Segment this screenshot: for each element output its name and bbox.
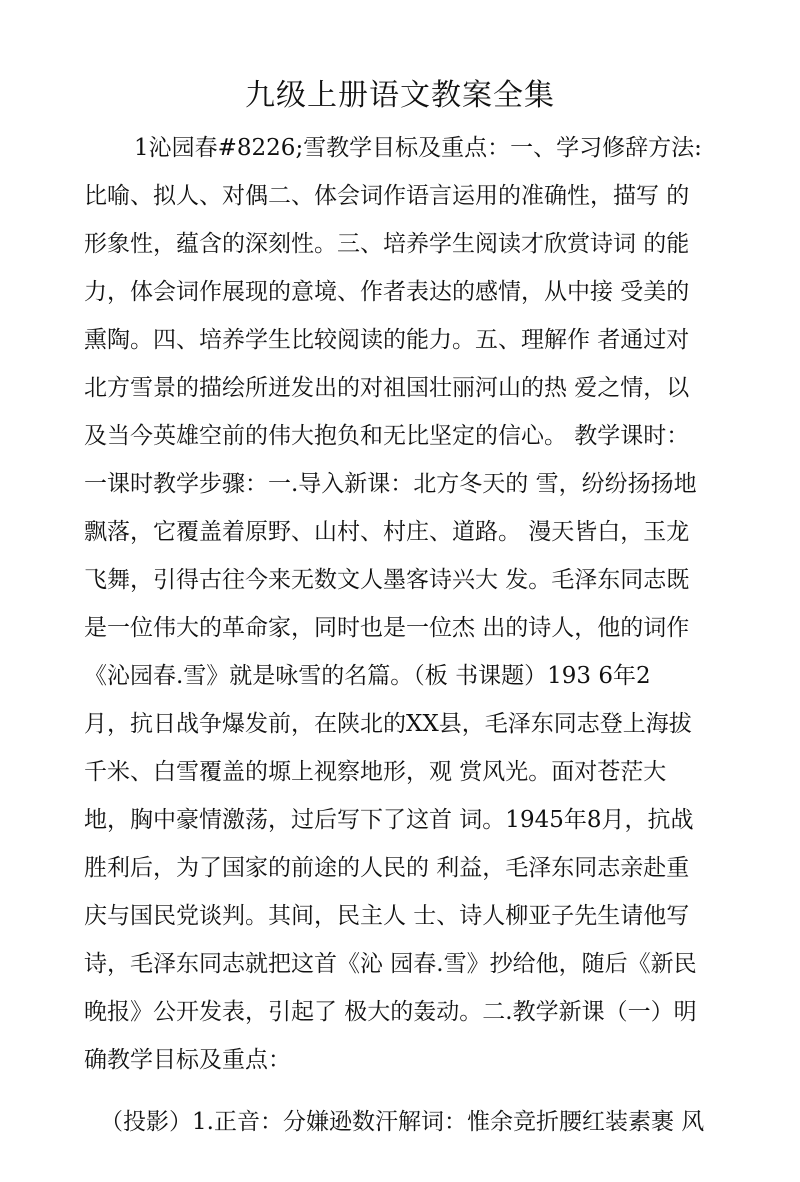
paragraph-line: 晚报》公开发表，引起了 极大的轰动。二.教学新课（一）明 — [84, 999, 697, 1025]
paragraph-line: 月，抗日战争爆发前，在陕北的XX县，毛泽东同志登上海拔 — [84, 711, 692, 737]
paragraph-line: 是一位伟大的革命家，同时也是一位杰 出的诗人，他的词作 — [84, 615, 690, 641]
paragraph-line: 《沁园春.雪》就是咏雪的名篇。（板 书课题）193 6年2 — [84, 663, 651, 689]
paragraph-line: 力，体会词作展现的意境、作者表达的感情，从中接 受美的 — [84, 279, 690, 305]
paragraph-line: 熏陶。四、培养学生比较阅读的能力。五、理解作 者通过对 — [84, 327, 690, 353]
paragraph-line: 飞舞，引得古往今来无数文人墨客诗兴大 发。毛泽东同志既 — [84, 567, 690, 593]
document-body — [84, 130, 724, 1152]
paragraph-line: 北方雪景的描绘所迸发出的对祖国壮丽河山的热 爱之情，以 — [84, 375, 690, 401]
paragraph-line: 1沁园春#8226;雪教学目标及重点：一、学习修辞方法: — [134, 135, 702, 161]
paragraph-line: 一课时教学步骤：一.导入新课：北方冬天的 雪，纷纷扬扬地 — [84, 471, 697, 497]
document-title: 九级上册语文教案全集 — [245, 78, 555, 113]
paragraph-line: 诗，毛泽东同志就把这首《沁 园春.雪》抄给他，随后《新民 — [84, 951, 697, 977]
paragraph-line: 及当今英雄空前的伟大抱负和无比坚定的信心。 教学课时： — [84, 423, 690, 449]
paragraph-gap — [84, 1090, 724, 1104]
paragraph-line: 胜利后，为了国家的前途的人民的 利益，毛泽东同志亲赴重 — [84, 855, 690, 881]
paragraph-line: 形象性，蕴含的深刻性。三、培养学生阅读才欣赏诗词 的能 — [84, 231, 690, 257]
paragraph-line: 比喻、拟人、对偶二、体会词作语言运用的准确性，描写 的 — [84, 183, 690, 209]
paragraph-line-last: （投影）1.正音：分嫌逊数汗解词：惟余竞折腰红装素裹 风 — [100, 1109, 705, 1135]
paragraph-line: 庆与国民党谈判。其间，民主人 士、诗人柳亚子先生请他写 — [84, 903, 690, 929]
paragraph-line: 千米、白雪覆盖的塬上视察地形，观 赏风光。面对苍茫大 — [84, 759, 667, 785]
paragraph-line: 地，胸中豪情激荡，过后写下了这首 词。1945年8月，抗战 — [84, 807, 694, 833]
paragraph-line: 飘落，它覆盖着原野、山村、村庄、道路。 漫天皆白，玉龙 — [84, 519, 690, 545]
paragraph-line: 确教学目标及重点： — [84, 1047, 291, 1073]
